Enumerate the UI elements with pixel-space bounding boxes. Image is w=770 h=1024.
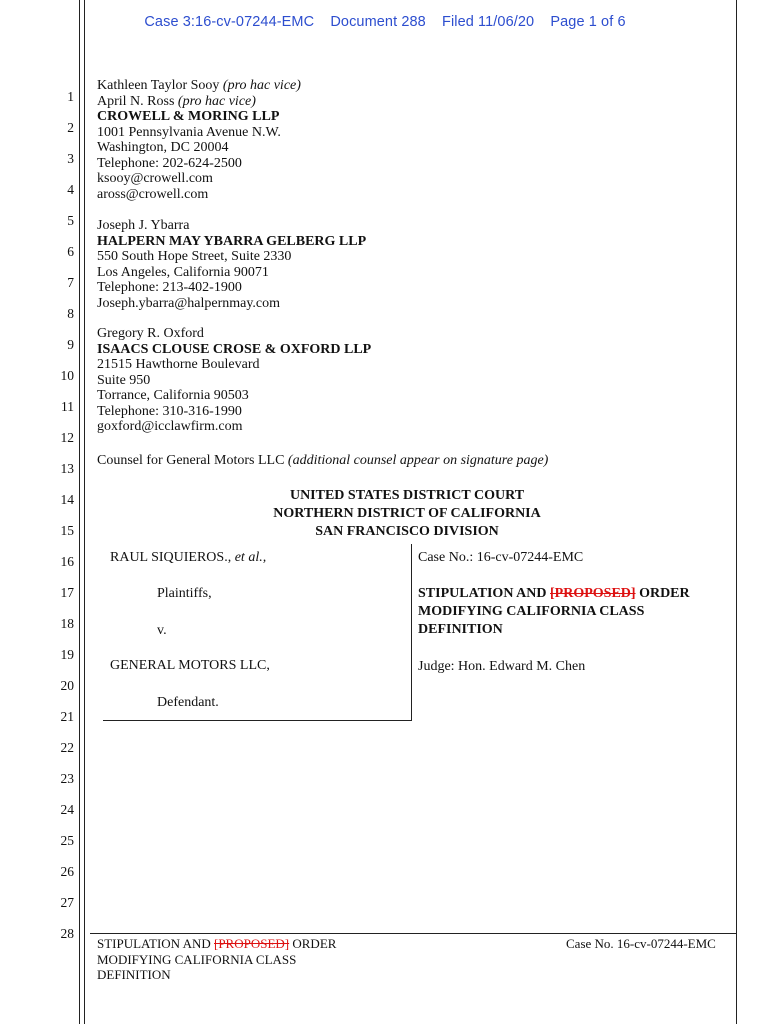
line-number: 7 [67,275,74,290]
stamp-case: Case 3:16-cv-07244-EMC [144,14,315,30]
line-number: 24 [60,802,74,817]
title-part: ORDER [639,586,690,601]
footer-title-part: STIPULATION AND [97,936,211,951]
footer-struck-proposed: [PROPOSED] [214,936,290,951]
stamp-document: Document 288 [330,14,426,30]
pro-hac-vice: (pro hac vice) [222,78,301,93]
plaintiffs-label: Plaintiffs, [157,586,212,601]
court-line: UNITED STATES DISTRICT COURT [289,488,525,503]
line-number: 11 [61,399,74,414]
caption-divider-vertical [411,544,412,721]
email: Joseph.ybarra@halpernmay.com [97,295,281,311]
line-number: 17 [60,585,74,600]
court-line: SAN FRANCISCO DIVISION [315,524,499,539]
line-number: 23 [60,771,74,786]
line-number: 10 [60,368,74,383]
title-line: DEFINITION [418,622,503,637]
caption-divider-horizontal [103,720,412,721]
address-line: Suite 950 [97,372,151,388]
line-number: 1 [67,89,74,104]
firm-name: ISAACS CLOUSE CROSE & OXFORD LLP [97,341,372,357]
plaintiff-name: RAUL SIQUIEROS., [110,550,232,565]
title-line: MODIFYING CALIFORNIA CLASS [418,604,645,619]
email: aross@crowell.com [97,186,209,202]
counsel-for: Counsel for General Motors LLC [97,453,285,468]
defendant-name: GENERAL MOTORS LLC, [110,658,270,673]
footer-title-line: MODIFYING CALIFORNIA CLASS [97,951,297,967]
address-line: Los Angeles, California 90071 [97,264,269,280]
telephone: Telephone: 310-316-1990 [97,403,242,419]
line-number: 26 [60,864,74,879]
counsel-for-line [97,453,548,469]
margin-rule-inner [84,0,85,1024]
defendant-label: Defendant. [157,695,219,710]
judge: Judge: Hon. Edward M. Chen [418,659,586,674]
line-number: 3 [67,151,74,166]
firm-name: CROWELL & MORING LLP [97,109,280,124]
attorney-name: Gregory R. Oxford [97,326,204,341]
line-number: 27 [60,895,74,910]
line-number: 4 [67,182,74,197]
line-number: 19 [60,647,74,662]
address-line: Torrance, California 90503 [97,388,249,403]
et-al: et al., [234,550,267,565]
line-number: 13 [60,461,74,476]
footer-rule [90,933,736,934]
email: ksooy@crowell.com [97,171,213,186]
struck-proposed: [PROPOSED] [550,586,636,601]
line-number: 22 [60,740,74,755]
line-number: 14 [60,492,74,507]
telephone: Telephone: 202-624-2500 [97,155,242,171]
stamp-filed: Filed 11/06/20 [441,14,535,30]
line-number: 20 [60,678,74,693]
footer-title-part: ORDER [292,936,337,951]
line-number: 6 [67,244,74,259]
email: goxford@icclawfirm.com [97,419,243,434]
address-line: 21515 Hawthorne Boulevard [97,357,260,372]
footer-case-number: Case No. 16-cv-07244-EMC [566,936,716,951]
firm-name: HALPERN MAY YBARRA GELBERG LLP [97,233,367,249]
document-title [418,585,690,639]
margin-rule-right [736,0,737,1024]
line-number: 8 [67,306,74,321]
line-number: 5 [67,213,74,228]
line-number: 2 [67,120,74,135]
footer-title-line: DEFINITION [97,967,171,982]
pro-hac-vice: (pro hac vice) [177,93,256,109]
counsel-isaacs [97,326,371,435]
title-part: STIPULATION AND [418,586,547,601]
attorney-name: Joseph J. Ybarra [97,218,190,233]
counsel-halpern [97,218,366,311]
stamp-page: Page 1 of 6 [550,14,626,30]
line-number: 21 [60,709,74,724]
counsel-note: (additional counsel appear on signature page) [287,453,549,468]
line-number: 25 [60,833,74,848]
line-number: 18 [60,616,74,631]
filing-stamp [0,14,770,30]
versus: v. [157,623,167,638]
telephone: Telephone: 213-402-1900 [97,280,242,295]
margin-rule-outer [79,0,80,1024]
counsel-crowell [97,78,301,202]
address-line: Washington, DC 20004 [97,140,229,155]
footer-title [97,936,336,983]
line-number: 12 [60,430,74,445]
line-number: 28 [60,926,74,941]
line-number: 9 [67,337,74,352]
line-number: 16 [60,554,74,569]
caption-plaintiff [110,550,266,566]
court-line: NORTHERN DISTRICT OF CALIFORNIA [273,506,541,521]
case-number: Case No.: 16-cv-07244-EMC [418,550,584,565]
court-heading [100,487,714,541]
attorney-name: Kathleen Taylor Sooy [97,78,220,93]
attorney-name: April N. Ross [97,93,175,109]
line-number: 15 [60,523,74,538]
address-line: 1001 Pennsylvania Avenue N.W. [97,124,281,140]
address-line: 550 South Hope Street, Suite 2330 [97,249,292,264]
